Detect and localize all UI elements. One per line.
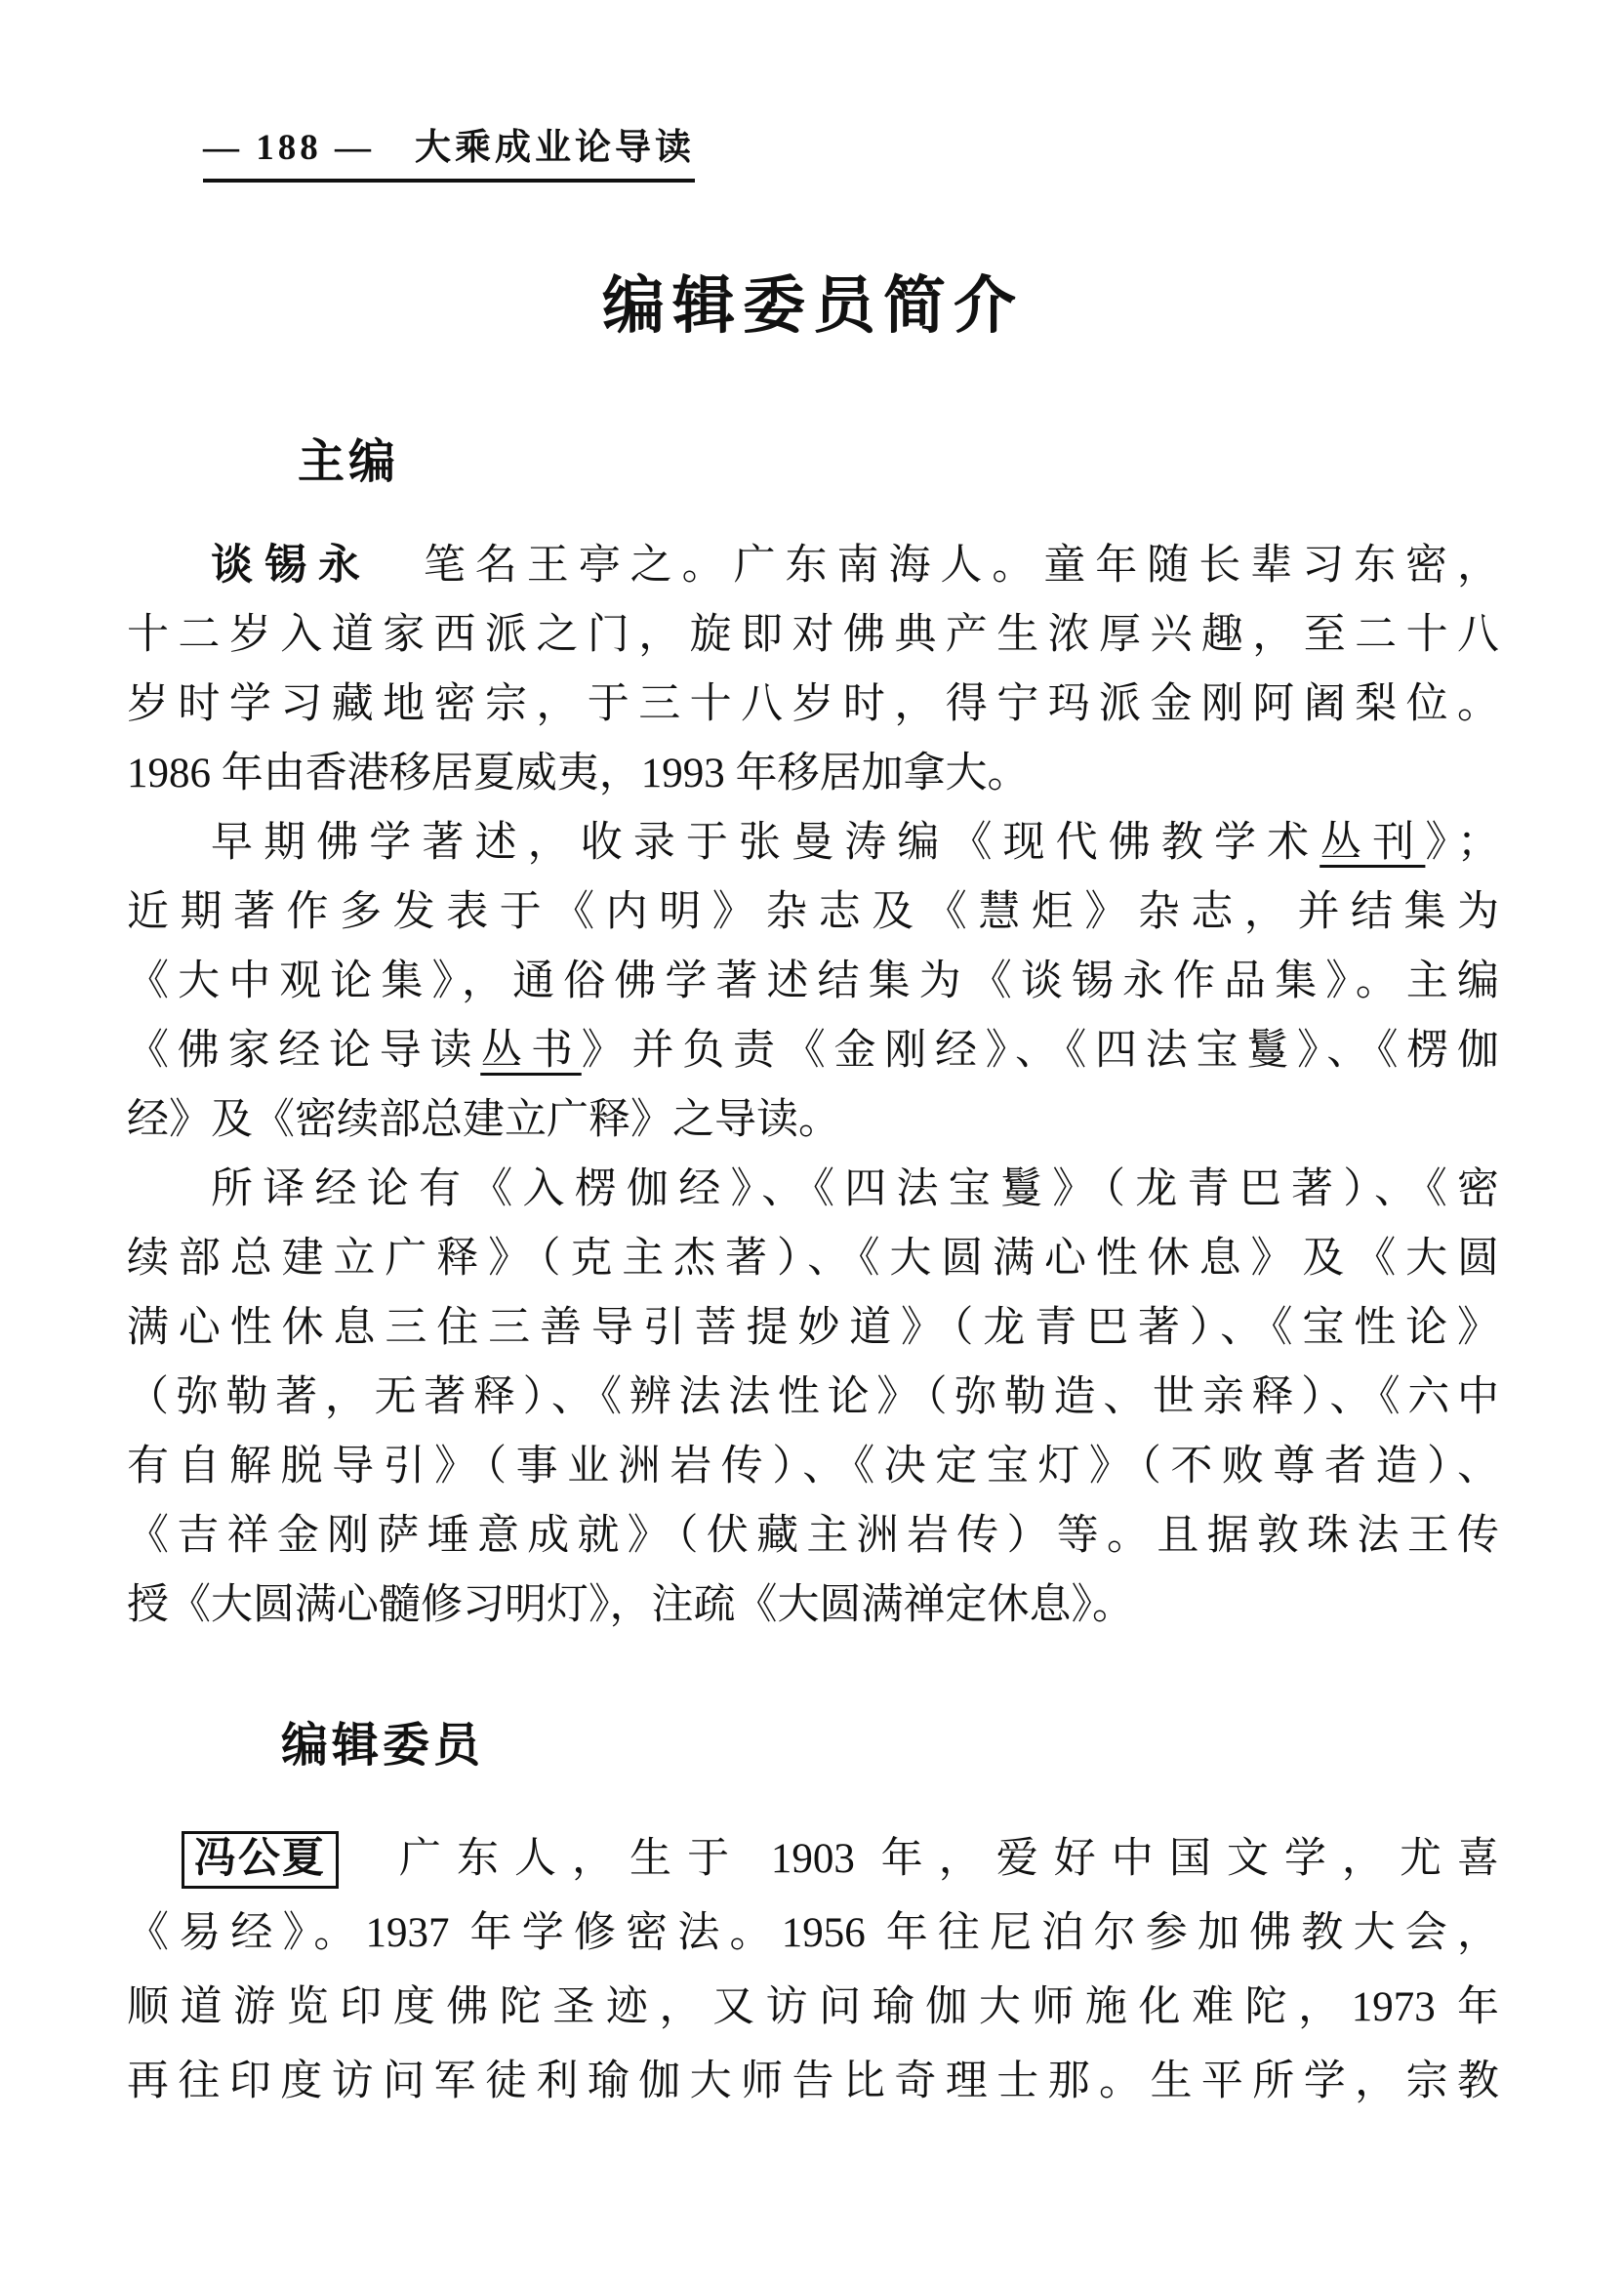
underlined-term-congkan: 丛刊 bbox=[1320, 819, 1426, 866]
text-line: 顺道游览印度佛陀圣迹，又访问瑜伽大师施化难陀，1973 年 bbox=[127, 1983, 1499, 2030]
page-title: 编辑委员简介 bbox=[602, 269, 1024, 343]
text-run: 《佛家经论导读 bbox=[127, 1027, 481, 1074]
section-heading-editorial-committee: 编辑委员 bbox=[281, 1717, 485, 1773]
text-run: 早期佛学著述，收录于张曼涛编《现代佛教学术 bbox=[211, 819, 1320, 866]
text-line: 所译经论有《入楞伽经》、《四法宝鬘》（龙青巴著）、《密 bbox=[211, 1165, 1499, 1212]
text-line bbox=[127, 808, 1499, 877]
paragraph-tan-xiyong-translations bbox=[127, 1155, 1499, 1640]
text-line: 《易经》。1937 年学修密法。1956 年往尼泊尔参加佛教大会， bbox=[127, 1909, 1499, 1956]
text-line: （弥勒著，无著释）、《辨法法性论》（弥勒造、世亲释）、《六中 bbox=[127, 1373, 1499, 1420]
text-line: 再往印度访问军徒利瑜伽大师告比奇理士那。生平所学，宗教 bbox=[127, 2058, 1499, 2104]
member-name-boxed: 冯公夏 bbox=[182, 1831, 339, 1889]
text-line: 续部总建立广释》（克主杰著）、《大圆满心性休息》及《大圆 bbox=[127, 1235, 1499, 1282]
text-line bbox=[127, 531, 1499, 600]
editor-name: 谈锡永 bbox=[211, 540, 372, 590]
text-line: 1986 年由香港移居夏威夷，1993 年移居加拿大。 bbox=[127, 750, 1030, 796]
underlined-term-congshu: 丛书 bbox=[480, 1027, 582, 1074]
text-line bbox=[127, 1016, 1499, 1085]
text-line: 《吉祥金刚萨埵意成就》（伏藏主洲岩传）等。且据敦珠法王传 bbox=[127, 1512, 1499, 1559]
paragraph-tan-xiyong-bio bbox=[127, 531, 1499, 808]
text-line: 近期著作多发表于《内明》杂志及《慧炬》杂志，并结集为 bbox=[127, 888, 1499, 935]
text-line: 岁时学习藏地密宗，于三十八岁时，得宁玛派金刚阿阇梨位。 bbox=[127, 680, 1499, 727]
text-run: 》并负责《金刚经》、《四法宝鬘》、《楞伽 bbox=[581, 1027, 1499, 1074]
text-line: 满心性休息三住三善导引菩提妙道》（龙青巴著）、《宝性论》 bbox=[127, 1304, 1499, 1351]
text-line: 有自解脱导引》（事业洲岩传）、《决定宝灯》（不败尊者造）、 bbox=[127, 1443, 1499, 1489]
text-line bbox=[127, 1822, 1499, 1897]
text-line: 授《大圆满心髓修习明灯》，注疏《大圆满禅定休息》。 bbox=[127, 1581, 1134, 1628]
text-run: 》； bbox=[1425, 819, 1500, 866]
text-line: 十二岁入道家西派之门，旋即对佛典产生浓厚兴趣，至二十八 bbox=[127, 611, 1499, 658]
paragraph-tan-xiyong-works bbox=[127, 808, 1499, 1155]
running-header-row bbox=[127, 129, 1499, 183]
section-heading-chief-editor: 主编 bbox=[298, 434, 400, 490]
text-run: 广东人，生于 1903 年，爱好中国文学，尤喜 bbox=[383, 1835, 1499, 1882]
running-header: — 188 — 大乘成业论导读 bbox=[203, 129, 695, 183]
text-line: 经》及《密续部总建立广释》之导读。 bbox=[127, 1096, 840, 1143]
text-line: 《大中观论集》，通俗佛学著述结集为《谈锡永作品集》。主编 bbox=[127, 958, 1499, 1004]
paragraph-feng-gongxia-bio bbox=[127, 1822, 1499, 2119]
text-run: 笔名王亭之。广东南海人。童年随长辈习东密， bbox=[371, 542, 1499, 589]
